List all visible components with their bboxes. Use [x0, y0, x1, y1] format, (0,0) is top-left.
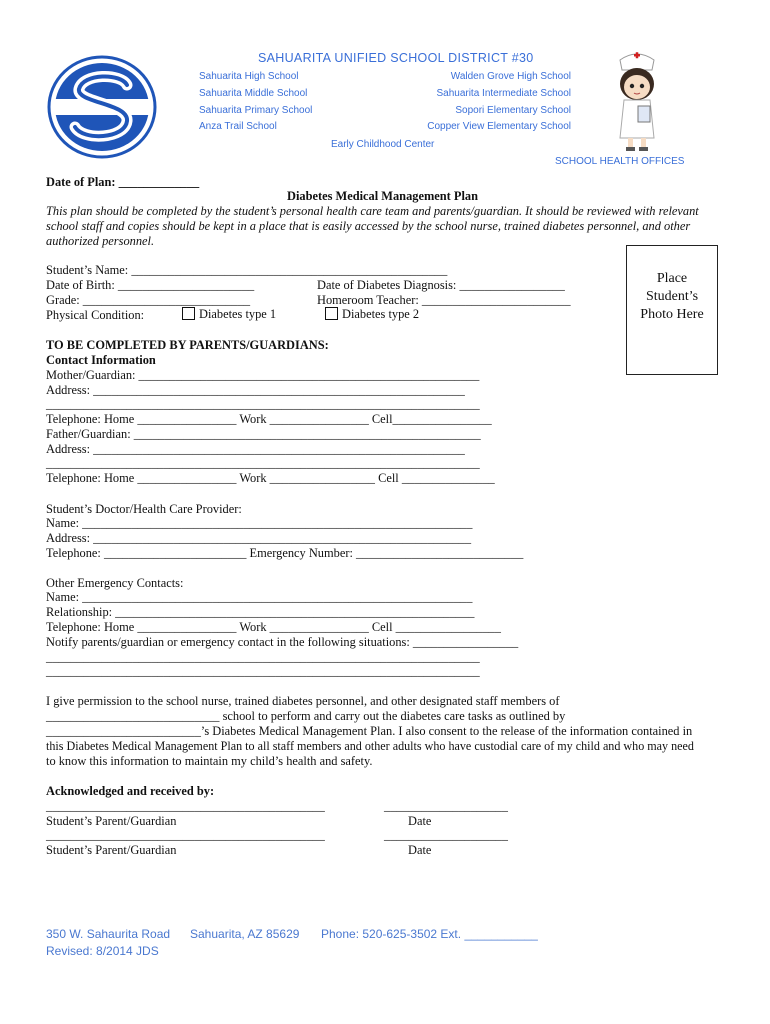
relationship-field[interactable]: Relationship: __________________________________________________________: [46, 605, 475, 619]
doctor-name-field[interactable]: Name: _______________________________________________________________: [46, 516, 473, 530]
parent-signature-line[interactable]: _____________________________________________: [46, 799, 325, 813]
doctor-address-field[interactable]: Address: _____________________________________________________________: [46, 531, 472, 545]
notify-situations-field[interactable]: Notify parents/guardian or emergency contact in the following situations: _________________: [46, 635, 519, 649]
consent-text: I give permission to the school nurse, trained diabetes personnel, and other designated staff members of: [46, 694, 560, 708]
date-of-birth-field[interactable]: Date of Birth: ______________________: [46, 278, 255, 292]
school-name: Sahuarita High School: [199, 71, 299, 82]
consent-text: to know this information to maintain my child’s health and safety.: [46, 754, 373, 768]
school-name: Copper View Elementary School: [427, 121, 571, 132]
grade-field[interactable]: Grade: ___________________________: [46, 293, 251, 307]
district-logo: [47, 55, 157, 159]
telephone-field[interactable]: Telephone: Home ________________ Work _________________ Cell _______________: [46, 471, 495, 485]
school-name: Sopori Elementary School: [455, 105, 571, 116]
school-name: Sahuarita Intermediate School: [436, 88, 571, 99]
footer-phone: Phone: 520-625-3502 Ext. ___________: [321, 927, 538, 941]
doctor-telephone-field[interactable]: Telephone: _______________________ Emergency Number: ___________________________: [46, 546, 524, 560]
type2-checkbox[interactable]: [325, 307, 338, 320]
other-contact-telephone-field[interactable]: Telephone: Home ________________ Work ________________ Cell _________________: [46, 620, 501, 634]
intro-text: This plan should be completed by the student’s personal health care team and parents/guardian. It should be reviewed with relevant: [46, 204, 699, 218]
contact-info-heading: Contact Information: [46, 353, 156, 367]
photo-box-text: Student’s: [645, 289, 699, 304]
diabetes-type1-option[interactable]: [182, 307, 276, 322]
parent-signature-label: Student’s Parent/Guardian: [46, 843, 177, 857]
date-label: Date: [408, 814, 432, 828]
intro-text: school staff and copies should be kept in a place that is easily accessed by the school nurse, trained diabetes personnel, and other: [46, 219, 691, 233]
school-name: Sahuarita Middle School: [199, 88, 308, 99]
date-of-plan: Date of Plan: _____________: [46, 175, 200, 189]
school-name: Sahuarita Primary School: [199, 105, 313, 116]
intro-text: authorized personnel.: [46, 234, 155, 248]
school-name: Anza Trail School: [199, 121, 277, 132]
footer-city: Sahuarita, AZ 85629: [190, 927, 300, 941]
date-signature-line[interactable]: ____________________: [384, 799, 508, 813]
page-title: Diabetes Medical Management Plan: [287, 189, 478, 203]
parent-signature-line[interactable]: _____________________________________________: [46, 828, 325, 842]
acknowledged-heading: Acknowledged and received by:: [46, 784, 215, 798]
father-guardian-field[interactable]: Father/Guardian: ________________________________________________________: [46, 427, 481, 441]
footer-revised: Revised: 8/2014 JDS: [46, 944, 159, 958]
photo-box-text: Place: [656, 271, 688, 286]
parents-section-heading: TO BE COMPLETED BY PARENTS/GUARDIANS:: [46, 338, 329, 352]
telephone-field[interactable]: Telephone: Home ________________ Work ________________ Cell________________: [46, 412, 492, 426]
date-signature-line[interactable]: ____________________: [384, 828, 508, 842]
parent-signature-label: Student’s Parent/Guardian: [46, 814, 177, 828]
address-line-field[interactable]: ______________________________________________________________________: [46, 456, 480, 470]
other-contacts-heading: Other Emergency Contacts:: [46, 576, 184, 590]
photo-box-text: Photo Here: [640, 307, 704, 322]
footer-address: 350 W. Sahaurita Road: [46, 927, 171, 941]
type1-checkbox[interactable]: [182, 307, 195, 320]
diabetes-type2-option[interactable]: [325, 307, 419, 322]
notify-line-field[interactable]: ______________________________________________________________________: [46, 664, 480, 678]
school-name: Walden Grove High School: [450, 71, 571, 82]
physical-condition-label: Physical Condition:: [46, 308, 145, 322]
student-name-field[interactable]: Student’s Name: ___________________________________________________: [46, 263, 448, 277]
early-childhood-center: Early Childhood Center: [331, 139, 435, 150]
other-contact-name-field[interactable]: Name: _______________________________________________________________: [46, 590, 473, 604]
consent-text: _________________________’s Diabetes Medical Management Plan. I also consent to the release of the information contained in: [46, 724, 693, 738]
type1-label: Diabetes type 1: [199, 307, 277, 321]
student-photo-box[interactable]: [626, 245, 718, 375]
homeroom-teacher-field[interactable]: Homeroom Teacher: ________________________: [317, 293, 571, 307]
nurse-illustration: [608, 48, 666, 152]
consent-text: ____________________________ school to perform and carry out the diabetes care tasks as outlined by: [46, 709, 566, 723]
diagnosis-date-field[interactable]: Date of Diabetes Diagnosis: _________________: [317, 278, 565, 292]
address-field[interactable]: Address: ____________________________________________________________: [46, 383, 465, 397]
address-line-field[interactable]: ______________________________________________________________________: [46, 397, 480, 411]
district-title: SAHUARITA UNIFIED SCHOOL DISTRICT #30: [258, 51, 534, 65]
date-label: Date: [408, 843, 432, 857]
doctor-heading: Student’s Doctor/Health Care Provider:: [46, 502, 242, 516]
consent-text: this Diabetes Medical Management Plan to all staff members and other adults who have custodial care of my child and who may need: [46, 739, 694, 753]
type2-label: Diabetes type 2: [342, 307, 420, 321]
address-field[interactable]: Address: ____________________________________________________________: [46, 442, 465, 456]
notify-line-field[interactable]: ______________________________________________________________________: [46, 650, 480, 664]
health-offices: SCHOOL HEALTH OFFICES: [555, 156, 685, 167]
mother-guardian-field[interactable]: Mother/Guardian: _______________________________________________________: [46, 368, 480, 382]
